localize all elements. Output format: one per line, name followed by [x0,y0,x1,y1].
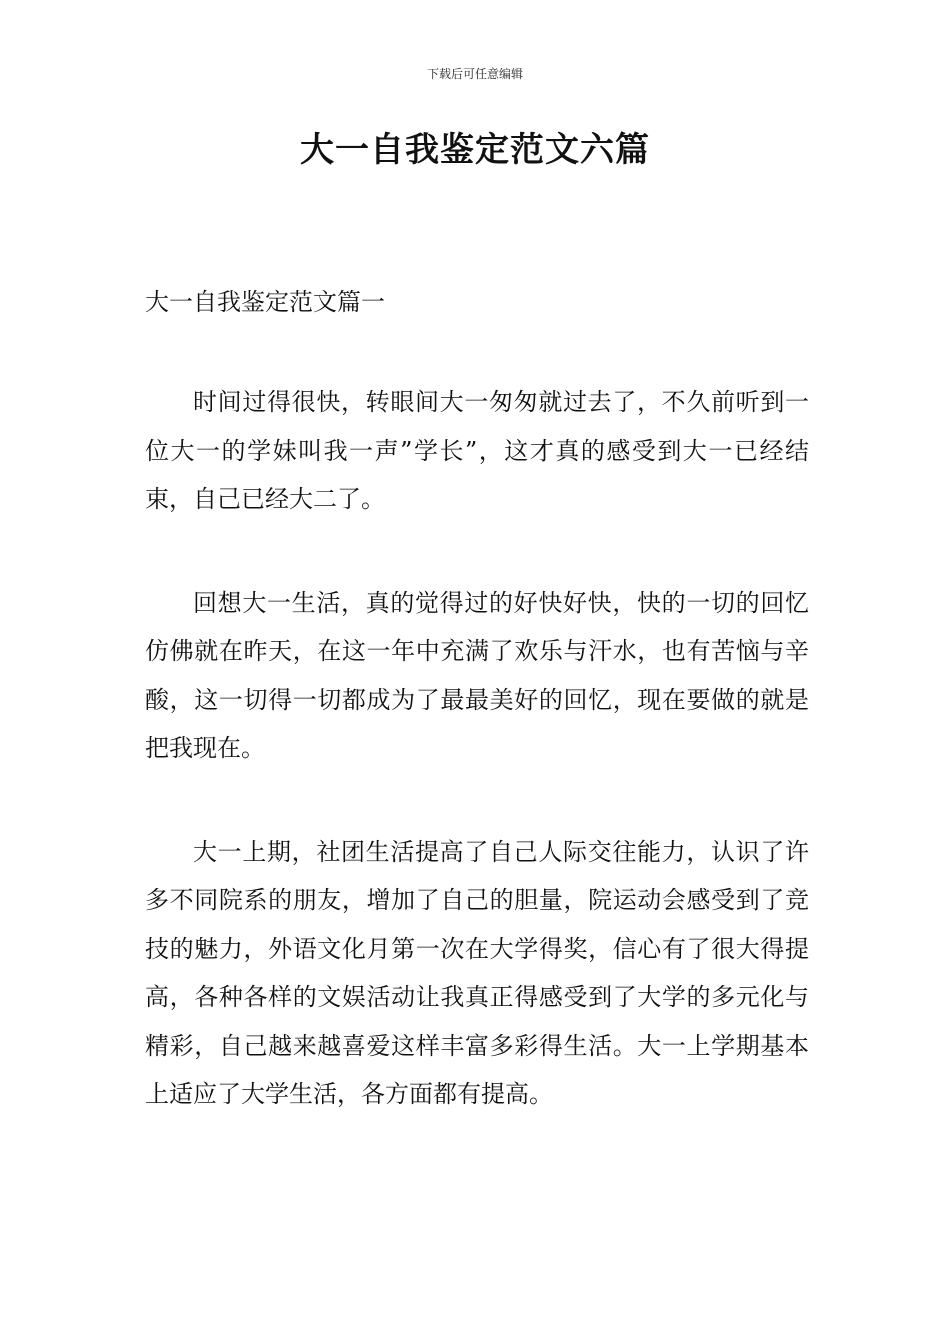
document-body [145,278,809,1119]
document-title: 大一自我鉴定范文六篇 [300,130,650,170]
section-heading: 大一自我鉴定范文篇一 [145,288,385,316]
paragraph-1: 时间过得很快，转眼间大一匆匆就过去了，不久前听到一位大一的学妹叫我一声”学长”，这才真的感受到大一已经结束，自己已经大二了。 [145,388,809,513]
header-note: 下载后可任意编辑 [426,67,523,81]
spacer [145,773,809,828]
paragraph-3: 大一上期，社团生活提高了自己人际交往能力，认识了许多不同院系的朋友，增加了自己的胆量，院运动会感受到了竞技的魅力，外语文化月第一次在大学得奖，信心有了很大得提高，各种各样的文娱活动让我真正得感受到了大学的多元化与精彩，自己越来越喜爱这样丰富多彩得生活。大一上学期基本上适应了大学生活，各方面都有提高。 [145,837,809,1108]
spacer [145,524,809,579]
spacer [145,326,809,378]
paragraph-2: 回想大一生活，真的觉得过的好快好快，快的一切的回忆仿佛就在昨天，在这一年中充满了欢乐与汗水，也有苦恼与辛酸，这一切得一切都成为了最最美好的回忆，现在要做的就是把我现在。 [145,588,809,762]
